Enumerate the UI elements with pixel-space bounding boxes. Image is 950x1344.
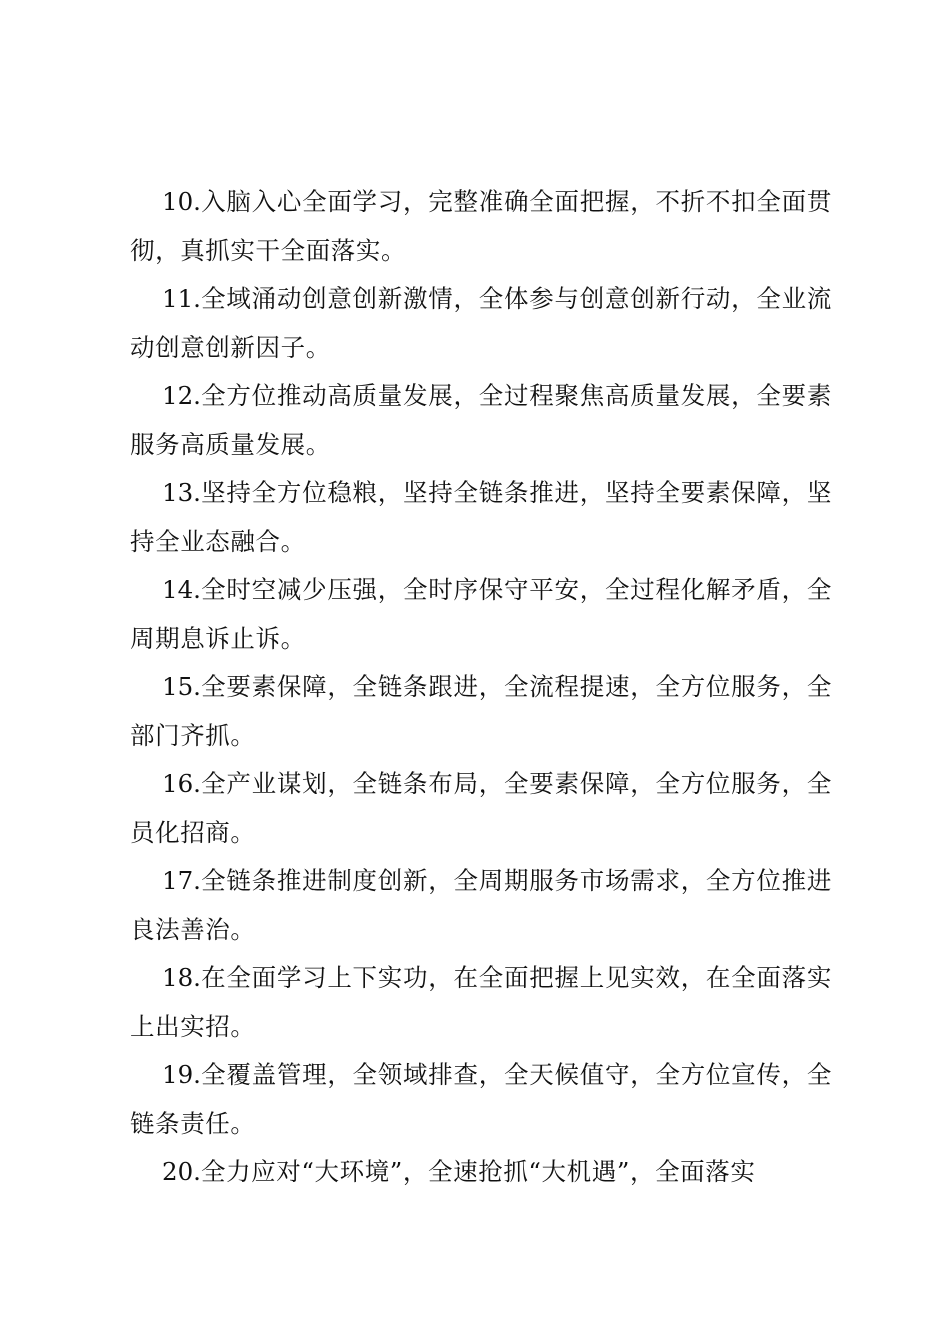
list-item: [130, 663, 832, 760]
item-text: 全覆盖管理，全领域排查，全天候值守，全方位宣传，全链条责任。: [130, 1060, 832, 1138]
item-text: 全链条推进制度创新，全周期服务市场需求，全方位推进良法善治。: [130, 866, 832, 944]
item-number: 12.: [162, 381, 201, 410]
list-item: [130, 954, 832, 1051]
item-number: 14.: [162, 575, 201, 604]
item-number: 18.: [162, 963, 201, 992]
item-number: 13.: [162, 478, 201, 507]
item-number: 19.: [162, 1060, 201, 1089]
list-item: [130, 372, 832, 469]
list-item: [130, 566, 832, 663]
item-number: 20.: [162, 1157, 201, 1186]
list-item: [130, 178, 832, 275]
list-item: [130, 275, 832, 372]
list-item: [130, 760, 832, 857]
item-number: 15.: [162, 672, 201, 701]
list-item: [130, 857, 832, 954]
item-text: 全力应对“大环境”，全速抢抓“大机遇”，全面落实: [200, 1157, 756, 1186]
list-item: [130, 1051, 832, 1148]
list-item: [130, 469, 832, 566]
list-item: [130, 1148, 832, 1197]
item-number: 10.: [162, 187, 201, 216]
item-text: 全产业谋划，全链条布局，全要素保障，全方位服务，全员化招商。: [130, 769, 832, 847]
item-text: 坚持全方位稳粮，坚持全链条推进，坚持全要素保障，坚持全业态融合。: [130, 478, 832, 556]
item-number: 11.: [162, 284, 201, 313]
item-text: 在全面学习上下实功，在全面把握上见实效，在全面落实上出实招。: [130, 963, 832, 1041]
item-text: 全域涌动创意创新激情，全体参与创意创新行动，全业流动创意创新因子。: [130, 284, 832, 362]
document-body: [130, 178, 832, 1197]
item-number: 16.: [162, 769, 201, 798]
item-number: 17.: [162, 866, 201, 895]
item-text: 全方位推动高质量发展，全过程聚焦高质量发展，全要素服务高质量发展。: [130, 381, 832, 459]
item-text: 全要素保障，全链条跟进，全流程提速，全方位服务，全部门齐抓。: [130, 672, 832, 750]
item-text: 入脑入心全面学习，完整准确全面把握，不折不扣全面贯彻，真抓实干全面落实。: [130, 187, 832, 265]
item-text: 全时空减少压强，全时序保守平安，全过程化解矛盾，全周期息诉止诉。: [130, 575, 832, 653]
